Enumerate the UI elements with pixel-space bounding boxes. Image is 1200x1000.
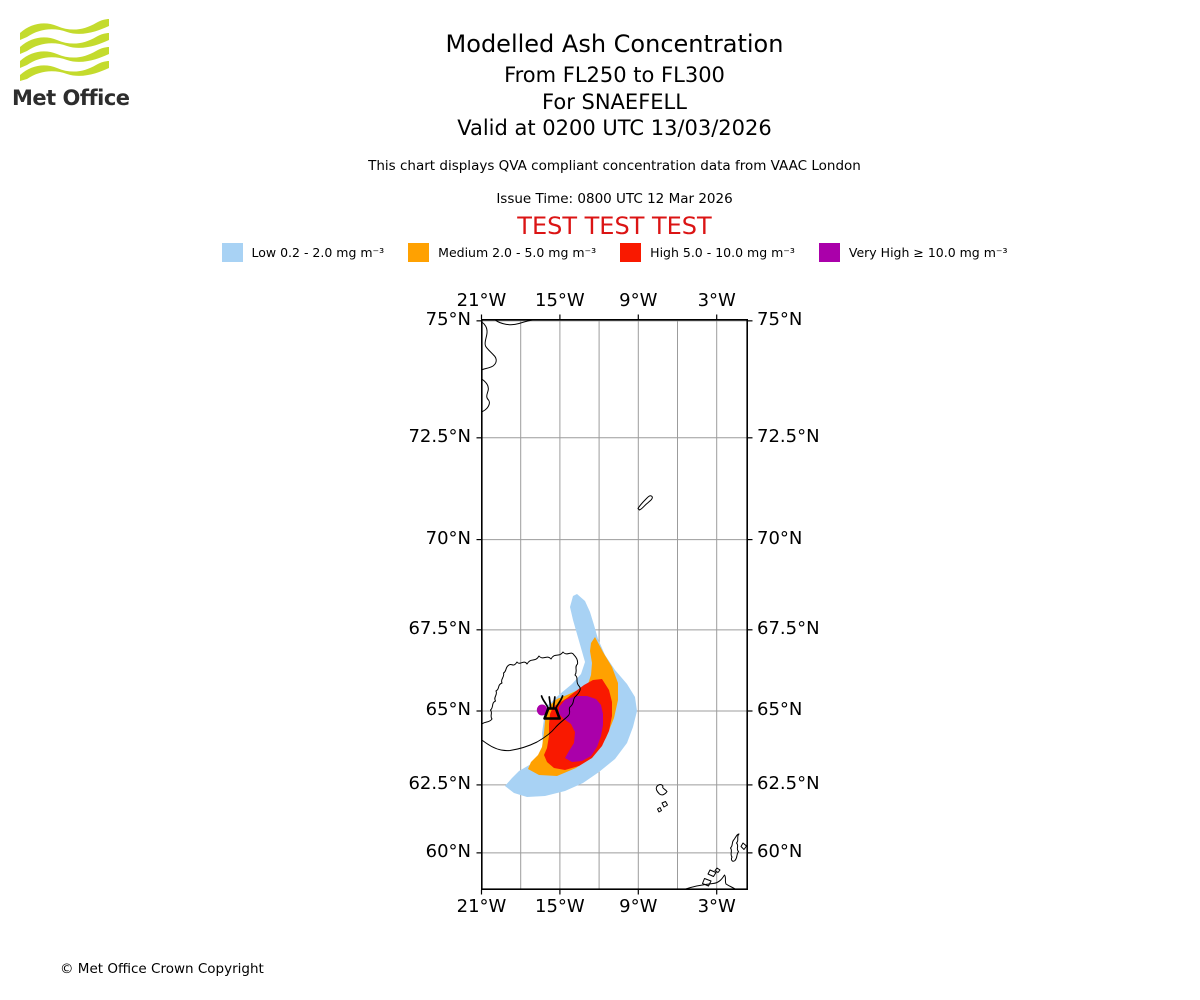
coast-greenland-west-1	[482, 322, 496, 370]
legend-label-low: Low 0.2 - 2.0 mg m⁻³	[251, 245, 385, 260]
legend-swatch-very-high	[819, 243, 840, 262]
coastlines	[482, 320, 747, 890]
lat-tick-label-right: 60°N	[757, 840, 803, 862]
map-gridlines	[482, 320, 748, 889]
lat-tick-label-left: 65°N	[425, 699, 471, 720]
lat-tick-label-left: 70°N	[425, 527, 471, 549]
subtitle-flight-levels: From FL250 to FL300	[504, 63, 725, 87]
lat-tick-label-left: 75°N	[425, 308, 471, 330]
lon-tick-label-top: 21°W	[456, 290, 507, 311]
lat-tick-label-right: 67.5°N	[757, 617, 820, 639]
lat-tick-label-right: 72.5°N	[757, 425, 820, 447]
page-title: Modelled Ash Concentration	[445, 30, 784, 58]
legend-item-high	[620, 243, 795, 262]
map-tick-marks	[477, 315, 753, 895]
lat-tick-label-left: 72.5°N	[408, 425, 471, 447]
legend-swatch-medium	[408, 243, 429, 262]
legend-label-very-high: Very High ≥ 10.0 mg m⁻³	[848, 245, 1008, 260]
met-office-logo-text: Met Office	[12, 86, 130, 110]
copyright-notice: © Met Office Crown Copyright	[60, 961, 264, 977]
lon-tick-label-bottom: 21°W	[456, 896, 507, 917]
lat-tick-label-right: 75°N	[757, 308, 803, 330]
legend	[29, 243, 1200, 262]
test-banner: TEST TEST TEST	[517, 212, 712, 240]
lon-tick-label-bottom: 9°W	[619, 896, 658, 917]
legend-label-high: High 5.0 - 10.0 mg m⁻³	[650, 245, 795, 260]
ash-map	[481, 319, 748, 890]
lat-tick-label-left: 60°N	[425, 840, 471, 862]
lon-tick-label-top: 9°W	[619, 290, 658, 311]
issue-time: Issue Time: 0800 UTC 12 Mar 2026	[496, 191, 733, 207]
legend-swatch-low	[222, 243, 243, 262]
map-border	[482, 320, 747, 889]
legend-label-medium: Medium 2.0 - 5.0 mg m⁻³	[438, 245, 597, 260]
lat-tick-label-left: 67.5°N	[408, 617, 471, 639]
legend-swatch-high	[620, 243, 641, 262]
lon-tick-label-bottom: 3°W	[697, 896, 736, 917]
lon-tick-label-top: 15°W	[535, 290, 585, 311]
lat-tick-label-right: 62.5°N	[757, 772, 820, 794]
lat-tick-label-right: 70°N	[757, 527, 803, 549]
legend-item-medium	[408, 243, 596, 262]
lat-tick-label-right: 65°N	[757, 699, 803, 720]
lat-tick-label-left: 62.5°N	[408, 772, 471, 794]
qva-note: This chart displays QVA compliant concentration data from VAAC London	[368, 158, 861, 174]
coast-faroe-islands	[656, 785, 667, 812]
lon-tick-label-top: 3°W	[697, 290, 736, 311]
coast-greenland-west-2	[482, 379, 490, 412]
legend-item-low	[222, 243, 385, 262]
coast-shetland	[731, 834, 747, 861]
legend-item-very-high	[819, 243, 1008, 262]
subtitle-valid-time: Valid at 0200 UTC 13/03/2026	[457, 116, 772, 140]
ash-plume-contours	[505, 594, 637, 797]
coast-jan-mayen	[638, 496, 652, 510]
lon-tick-label-bottom: 15°W	[535, 896, 585, 917]
subtitle-volcano: For SNAEFELL	[542, 90, 687, 114]
